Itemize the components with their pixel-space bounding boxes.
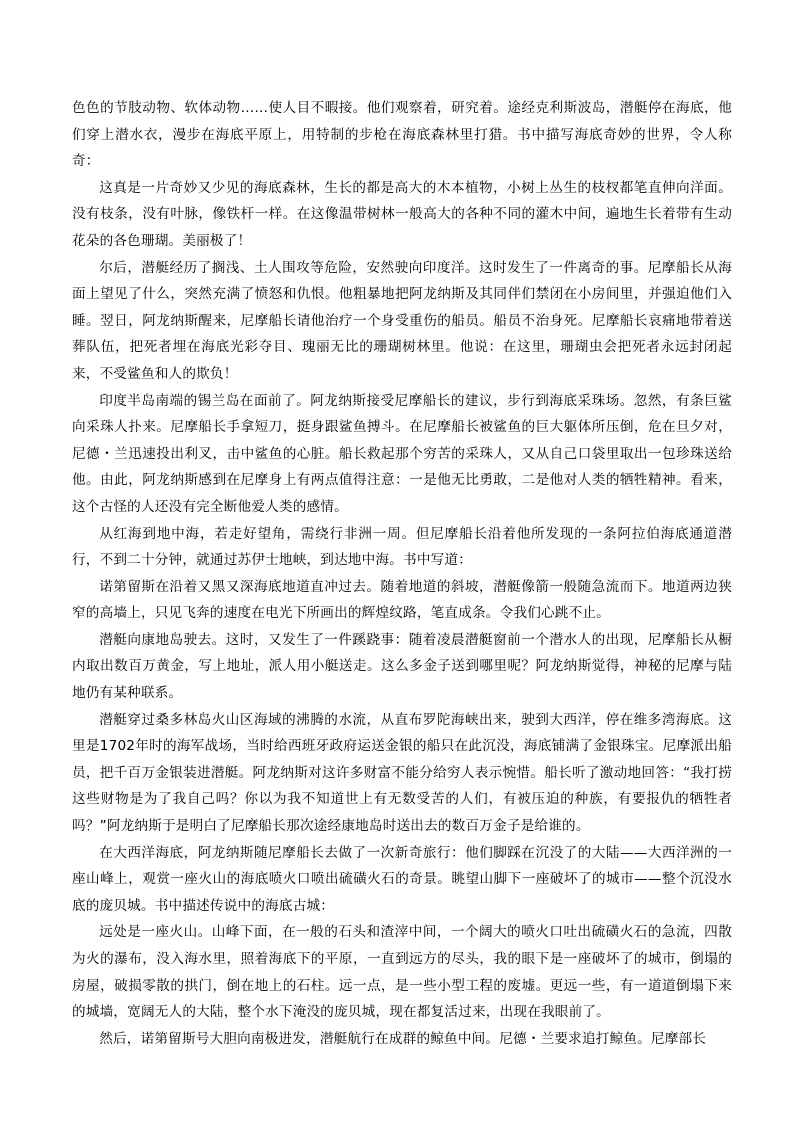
paragraph-4: 印度半岛南端的锡兰岛在面前了。阿龙纳斯接受尼摩船长的建议，步行到海底采珠场。忽然，有条巨鲨向采珠人扑来。尼摩船长手拿短刀，挺身跟鲨鱼搏斗。在尼摩船长被鲨鱼的巨大躯体所压倒，危在旦夕对，尼德・兰迅速投出利叉，击中鲨鱼的心脏。船长救起那个穷苦的采珠人，又从自己口袋里取出一包珍珠送给他。由此，阿龙纳斯感到在尼摩身上有两点值得注意：一是他无比勇敢，二是他对人类的牺牲精神。看来，这个古怪的人还没有完全断他爱人类的感情。: [72, 392, 732, 515]
paragraph-9: 在大西洋海底，阿龙纳斯随尼摩船长去做了一次新奇旅行：他们脚踩在沉没了的大陆——大西洋洲的一座山峰上，观赏一座火山的海底喷火口喷出硫磺火石的奇景。眺望山脚下一座破坏了的城市——整个沉没水底的庞贝城。书中描述传说中的海底古城：: [72, 844, 732, 914]
document-page: [72, 95, 732, 1052]
paragraph-11: 然后，诺第留斯号大胆向南极进发，潜艇航行在成群的鲸鱼中间。尼德・兰要求追打鲸鱼。尼摩部长: [99, 1030, 707, 1047]
paragraph-1: 色色的节肢动物、软体动物……使人目不暇接。他们观察着，研究着。途经克利斯波岛，潜艇停在海底，他们穿上潜水衣，漫步在海底平原上，用特制的步枪在海底森林里打猎。书中描写海底奇妙的世界，令人称奇：: [72, 100, 732, 170]
paragraph-5: 从红海到地中海，若走好望角，需绕行非洲一周。但尼摩船长沿着他所发现的一条阿拉伯海底通道潜行，不到二十分钟，就通过苏伊士地峡，到达地中海。书中写道：: [72, 525, 732, 569]
paragraph-6: 诺第留斯在沿着又黑又深海底地道直冲过去。随着地道的斜坡，潜艇像箭一般随急流而下。地道两边狭窄的高墙上，只见飞奔的速度在电光下所画出的辉煌纹路，笔直成条。令我们心跳不止。: [72, 578, 732, 622]
paragraph-10: 远处是一座火山。山峰下面，在一般的石头和渣滓中间，一个阔大的喷火口吐出硫磺火石的急流，四散为火的瀑布，没入海水里，照着海底下的平原，一直到远方的尽头，我的眼下是一座破坏了的城市，倒塌的房屋，破损零散的拱门，倒在地上的石柱。远一点，是一些小型工程的废墟。更远一些，有一道道倒塌下来的城墙，宽阔无人的大陆，整个水下淹没的庞贝城，现在都复活过来，出现在我眼前了。: [72, 924, 732, 1021]
paragraph-8: 潜艇穿过桑多林岛火山区海域的沸腾的水流，从直布罗陀海峡出来，驶到大西洋，停在维多湾海底。这里是1702年时的海军战场，当时给西班牙政府运送金银的船只在此沉没，海底铺满了金银珠宝。尼摩派出船员，把千百万金银装进潜艇。阿龙纳斯对这许多财富不能分给穷人表示惋惜。船长听了激动地回答：“我打捞这些财物是为了我自己吗？你以为我不知道世上有无数受苦的人们，有被压迫的种族，有要报仇的牺牲者吗？”阿龙纳斯于是明白了尼摩船长那次途经康地岛时送出去的数百万金子是给谁的。: [72, 711, 732, 835]
paragraph-7: 潜艇向康地岛驶去。这时，又发生了一件蹊跷事：随着凌晨潜艇窗前一个潜水人的出现，尼摩船长从橱内取出数百万黄金，写上地址，派人用小艇送走。这么多金子送到哪里呢？阿龙纳斯觉得，神秘的尼摩与陆地仍有某种联系。: [72, 631, 732, 702]
paragraph-3: 尔后，潜艇经历了搁浅、土人围攻等危险，安然驶向印度洋。这时发生了一件离奇的事。尼摩船长从海面上望见了什么，突然充满了愤怒和仇恨。他粗暴地把阿龙纳斯及其同伴们禁闭在小房间里，并强迫他们入睡。翌日，阿龙纳斯醒来，尼摩船长请他治疗一个身受重伤的船员。船员不治身死。尼摩船长哀痛地带着送葬队伍，把死者埋在海底光彩夺目、瑰丽无比的珊瑚树林里。他说：在这里，珊瑚虫会把死者永远封闭起来，不受鲨鱼和人的欺负！: [72, 259, 732, 382]
paragraph-2: 这真是一片奇妙又少见的海底森林，生长的都是高大的木本植物，小树上丛生的枝杈都笔直伸向洋面。没有枝条，没有叶脉，像铁杆一样。在这像温带树林一般高大的各种不同的灌木中间，遍地生长着带有生动花朵的各色珊瑚。美丽极了！: [72, 179, 732, 249]
